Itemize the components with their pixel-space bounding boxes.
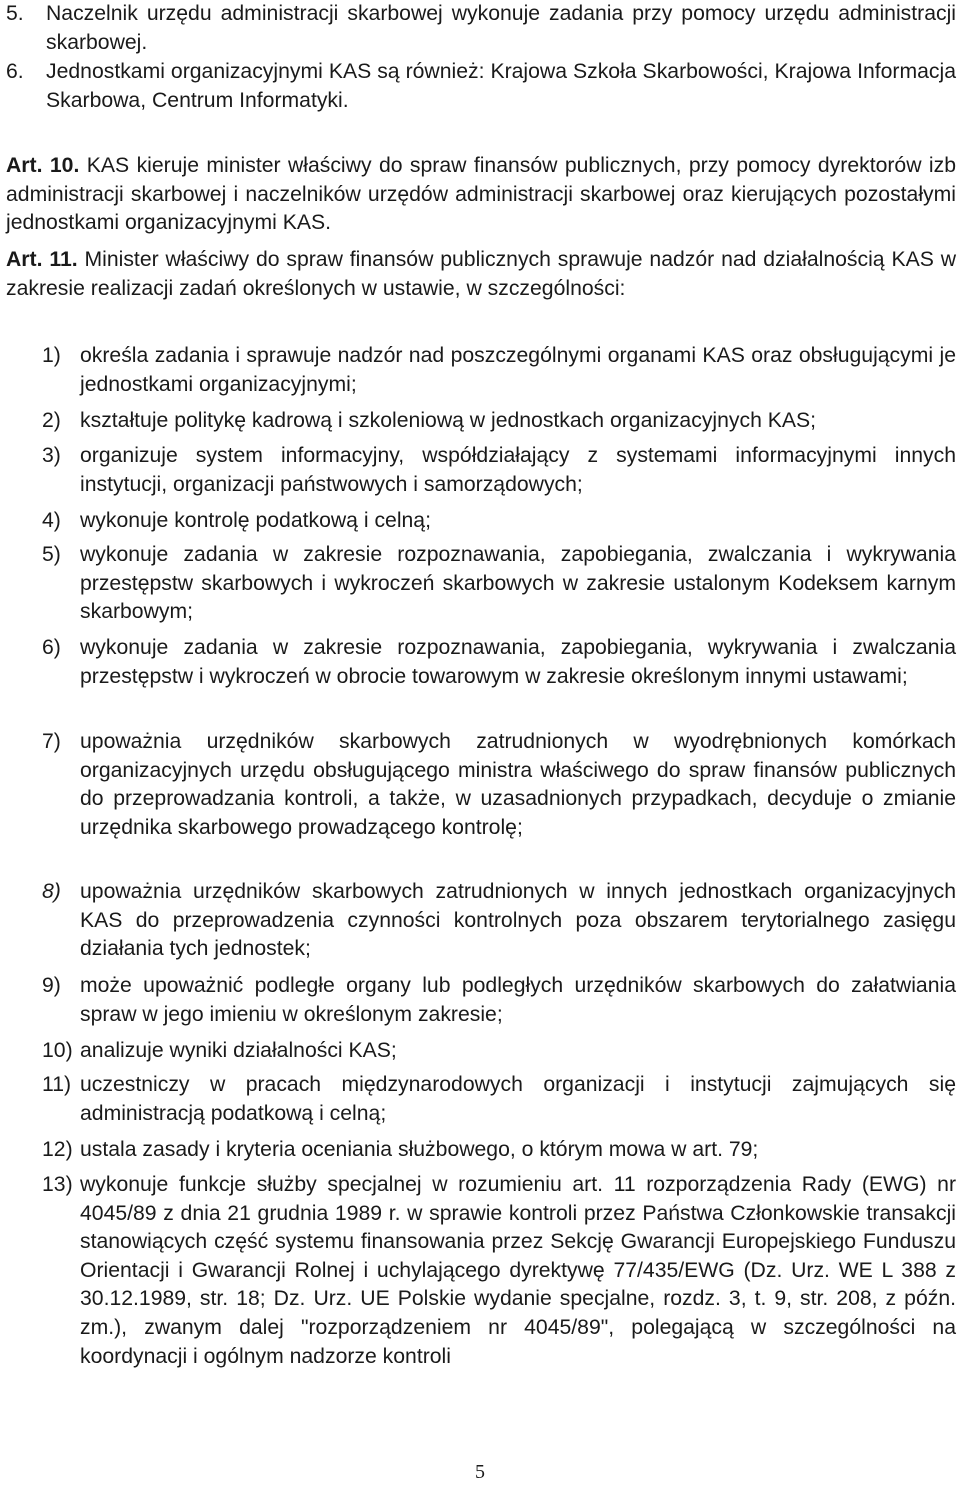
list-item-number: 8) [42,880,61,903]
list-item [42,634,956,691]
list-item-number: 3) [42,444,61,467]
list-item-text: określa zadania i sprawuje nadzór nad poszczególnymi organami KAS oraz obsługującymi je jednostkami organizacyjnymi; [80,344,956,396]
list-item-number: 13) [42,1173,73,1196]
list-item-number: 2) [42,409,61,432]
list-item [42,541,956,627]
list-item-number: 5) [42,543,61,566]
list-item [42,1071,956,1128]
list-item-number: 6) [42,636,61,659]
article-text: Minister właściwy do spraw finansów publicznych sprawuje nadzór nad działalnością KAS w zakresie realizacji zadań określonych w ustawie, w szczególności: [6,248,956,300]
list-item-text: uczestniczy w pracach międzynarodowych organizacji i instytucji zajmujących się administracją podatkową i celną; [80,1073,956,1125]
list-item-text: ustala zasady i kryteria oceniania służbowego, o którym mowa w art. 79; [80,1138,759,1161]
list-item-number: 11) [42,1073,72,1096]
list-item-text: wykonuje kontrolę podatkową i celną; [80,509,431,532]
list-item-number: 9) [42,974,61,997]
list-item [42,1171,956,1371]
page-number: 5 [475,1461,485,1483]
list-item-text: kształtuje politykę kadrową i szkoleniową w jednostkach organizacyjnych KAS; [80,409,817,432]
list-item-text: analizuje wyniki działalności KAS; [80,1039,397,1062]
paragraph-5 [6,0,956,57]
list-item-number: 12) [42,1138,73,1161]
list-item [42,728,956,842]
list-item [42,507,956,536]
paragraph-number: 5. [6,2,24,25]
list-item-text: wykonuje zadania w zakresie rozpoznawania, zapobiegania, zwalczania i wykrywania przestępstw skarbowych i wykroczeń skarbowych w zakresie ustalonym Kodeksem karnym skarbowym; [80,543,956,624]
list-item [42,407,956,436]
list-item [42,1136,956,1165]
list-item-number: 4) [42,509,61,532]
list-item [42,442,956,499]
list-item [42,972,956,1029]
list-item-number: 1) [42,344,61,367]
paragraph-text: Naczelnik urzędu administracji skarbowej wykonuje zadania przy pomocy urzędu administracji skarbowej. [46,2,956,54]
list-item-text: wykonuje funkcje służby specjalnej w rozumieniu art. 11 rozporządzenia Rady (EWG) nr 4045/89 z dnia 21 grudnia 1989 r. w sprawie kontroli przez Państwa Członkowskie transakcji stanowiących część systemu finansowania przez Sekcję Gwarancji Europejskiego Funduszu Orientacji i Gwarancji Rolnej i uchylającego dyrektywę 77/435/EWG (Dz. Urz. WE L 388 z 30.12.1989, str. 18; Dz. Urz. UE Polskie wydanie specjalne, rozdz. 3, t. 9, str. 208, z późn. zm.), zwanym dalej "rozporządzeniem nr 4045/89", polegającą w szczególności na koordynacji i ogólnym nadzorze kontroli [80,1173,956,1368]
article-10 [6,152,956,238]
list-item-text: wykonuje zadania w zakresie rozpoznawania, zapobiegania, wykrywania i zwalczania przestępstw i wykroczeń w obrocie towarowym w zakresie określonym innymi ustawami; [80,636,956,688]
list-item-text: upoważnia urzędników skarbowych zatrudnionych w wyodrębnionych komórkach organizacyjnych urzędu obsługującego ministra właściwego do spraw finansów publicznych do przeprowadzania kontroli, a także, w uzasadnionych przypadkach, decyduje o zmianie urzędnika skarbowego prowadzącego kontrolę; [80,730,956,839]
article-11 [6,246,956,303]
article-text: KAS kieruje minister właściwy do spraw finansów publicznych, przy pomocy dyrektorów izb administracji skarbowej i naczelników urzędów administracji skarbowej oraz kierujących pozostałymi jednostkami organizacyjnymi KAS. [6,154,956,235]
list-item-number: 7) [42,730,61,753]
list-item [42,878,956,964]
list-item-text: może upoważnić podległe organy lub podległych urzędników skarbowych do załatwiania spraw w jego imieniu w określonym zakresie; [80,974,956,1026]
article-label: Art. 11. [6,248,78,271]
list-item-text: organizuje system informacyjny, współdziałający z systemami informacyjnymi innych instytucji, organizacji państwowych i samorządowych; [80,444,956,496]
list-item [42,342,956,399]
list-item-text: upoważnia urzędników skarbowych zatrudnionych w innych jednostkach organizacyjnych KAS do przeprowadzenia czynności kontrolnych poza obszarem terytorialnego zasięgu działania tych jednostek; [80,880,956,961]
paragraph-number: 6. [6,60,24,83]
article-label: Art. 10. [6,154,80,177]
list-item [42,1037,956,1066]
list-item-number: 10) [42,1039,73,1062]
paragraph-text: Jednostkami organizacyjnymi KAS są również: Krajowa Szkoła Skarbowości, Krajowa Informacja Skarbowa, Centrum Informatyki. [46,60,956,112]
paragraph-6 [6,58,956,115]
